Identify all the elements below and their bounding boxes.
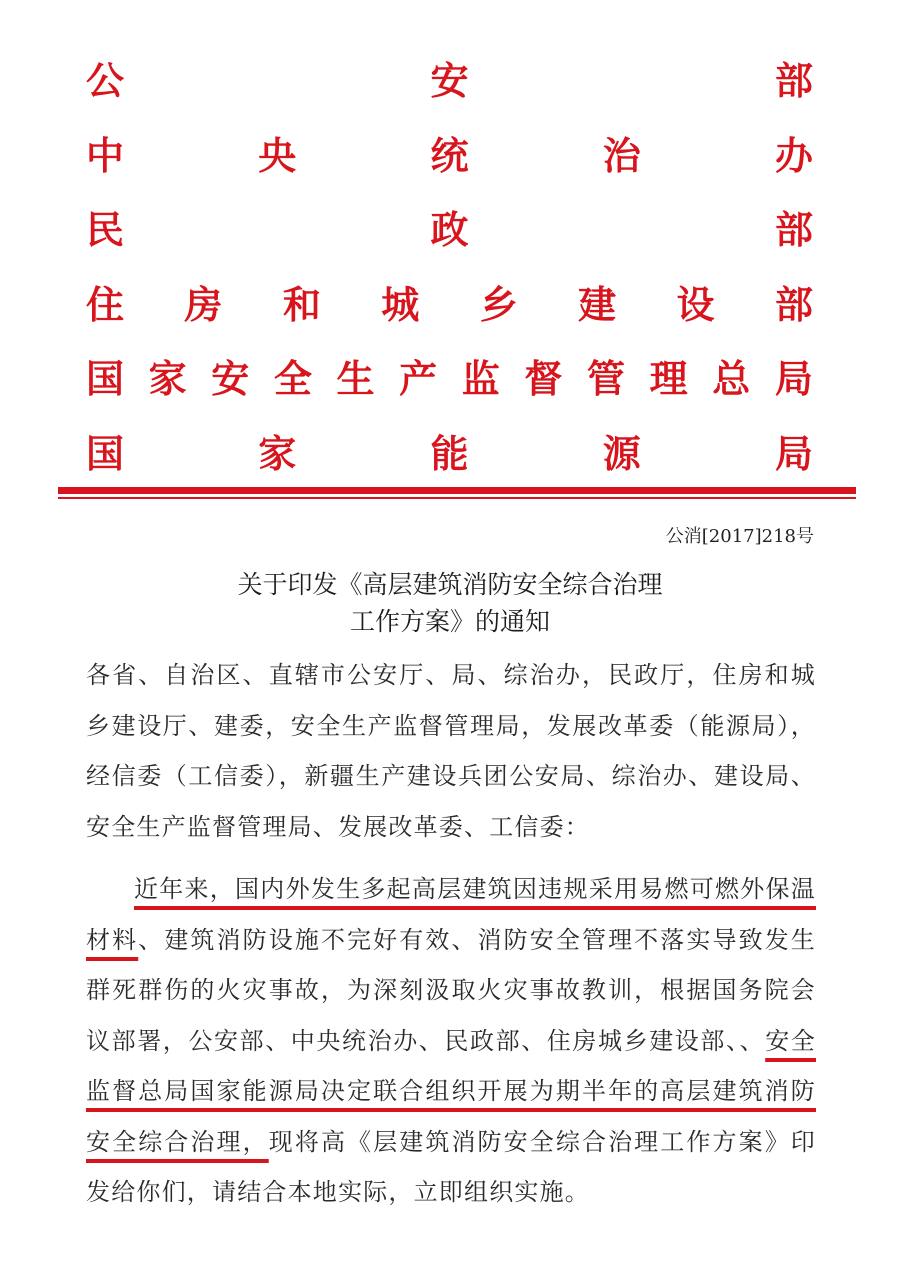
highlighted-phrase-governance: 安全监督总局国家能源局决定联合组织开展为期半年的高层建筑消防安全综合治理，: [86, 1026, 816, 1156]
document-title: [0, 566, 900, 640]
issuer-char: 公: [86, 59, 125, 104]
issuer-char: 央: [258, 133, 297, 178]
issuer-ministry-public-security: [86, 44, 813, 119]
issuer-char: 安: [211, 357, 250, 402]
issuer-ministry-housing: [86, 268, 813, 343]
issuer-char: 建: [578, 282, 617, 327]
issuer-char: 生: [336, 357, 375, 402]
issuer-char: 设: [676, 282, 715, 327]
issuer-char: 产: [399, 357, 438, 402]
issuer-char: 局: [774, 431, 813, 476]
red-header-rule-thin: [58, 497, 856, 499]
issuing-agencies: [86, 44, 813, 491]
document-title-line-2: 工作方案》的通知: [349, 607, 550, 636]
issuer-char: 乡: [479, 282, 518, 327]
highlighted-phrase-materials: 近年来，国内外发生多起高层建筑因违规采用易燃可燃外保温材料: [86, 875, 816, 954]
document-number: 公消[2017]218号: [665, 526, 814, 547]
document-body: [86, 650, 816, 1218]
issuer-char: 住: [86, 282, 125, 327]
issuer-char: 办: [774, 133, 813, 178]
issuer-char: 政: [430, 208, 469, 253]
issuer-char: 能: [430, 431, 469, 476]
body-text-segment: 现将高《层建筑消防安全综合治理工作方案》印发给你们，请结合本地实际，立即组织实施。: [86, 1127, 816, 1206]
issuer-char: 治: [602, 133, 641, 178]
issuer-char: 国: [86, 431, 125, 476]
issuer-char: 监: [461, 357, 500, 402]
issuer-char: 和: [282, 282, 321, 327]
issuer-char: 安: [430, 59, 469, 104]
issuer-char: 家: [258, 431, 297, 476]
red-header-rule: [58, 487, 856, 494]
issuer-char: 部: [774, 59, 813, 104]
main-paragraph: [86, 864, 816, 1218]
issuer-char: 管: [587, 357, 626, 402]
issuer-char: 国: [86, 357, 125, 402]
issuer-char: 房: [184, 282, 223, 327]
issuer-char: 中: [86, 133, 125, 178]
issuer-char: 民: [86, 208, 125, 253]
issuer-char: 局: [774, 357, 813, 402]
recipients-paragraph: 各省、自治区、直辖市公安厅、局、综治办，民政厅，住房和城乡建设厅、建委，安全生产监督管理局，发展改革委（能源局），经信委（工信委），新疆生产建设兵团公安局、综治办、建设局、安全生产监督管理局、发展改革委、工信委：: [86, 661, 816, 841]
issuer-work-safety-administration: [86, 342, 813, 417]
issuer-char: 城: [381, 282, 420, 327]
issuer-char: 总: [712, 357, 751, 402]
issuer-central-governance-office: [86, 119, 813, 194]
issuer-char: 理: [649, 357, 688, 402]
issuer-char: 全: [273, 357, 312, 402]
issuer-national-energy-administration: [86, 417, 813, 492]
issuer-char: 督: [524, 357, 563, 402]
issuer-ministry-civil-affairs: [86, 193, 813, 268]
issuer-char: 源: [602, 431, 641, 476]
document-title-line-1: 关于印发《高层建筑消防安全综合治理: [237, 570, 663, 599]
issuer-char: 家: [148, 357, 187, 402]
issuer-char: 统: [430, 133, 469, 178]
issuer-char: 部: [774, 282, 813, 327]
issuer-char: 部: [774, 208, 813, 253]
body-text-segment: 、建筑消防设施不完好有效、消防安全管理不落实导致发生群死群伤的火灾事故，为深刻汲取火灾事故教训，根据国务院会议部署，公安部、中央统治办、民政部、住房城乡建设部、、: [86, 925, 817, 1055]
